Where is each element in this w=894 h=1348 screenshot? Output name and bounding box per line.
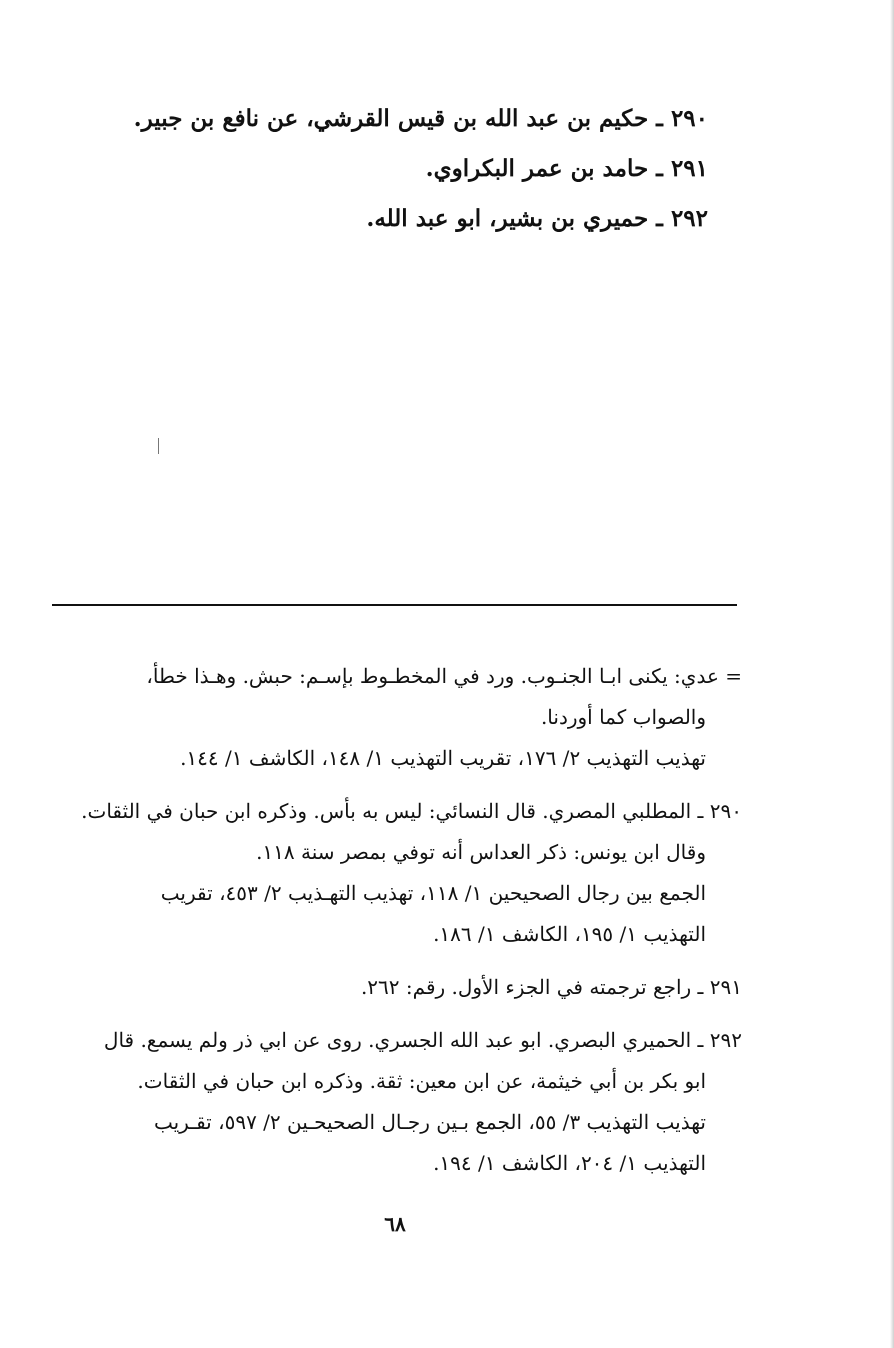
footnote-line: تهذيب التهذيب ٢/ ١٧٦، تقريب التهذيب ١/ ١٤٨، الكاشف ١/ ١٤٤. <box>180 746 706 770</box>
footnote-line: التهذيب ١/ ٢٠٤، الكاشف ١/ ١٩٤. <box>433 1151 706 1175</box>
footnote-line: والصواب كما أوردنا. <box>540 705 706 729</box>
entry-290: ٢٩٠ ـ حكيم بن عبد الله بن قيس القرشي، عن نافع بن جبير. <box>133 105 708 132</box>
stray-mark <box>158 438 159 454</box>
footnote-291 <box>52 967 742 1008</box>
page-number: ٦٨ <box>384 1212 406 1236</box>
footnote-line: ٢٩٢ ـ الحميري البصري. ابو عبد الله الجسري. روى عن ابي ذر ولم يسمع. قال <box>103 1028 742 1052</box>
footnotes <box>52 656 742 1196</box>
footnote-line: = عدي: يكنى ابـا الجنـوب. ورد في المخطـوط بإسـم: حبش. وهـذا خطأ، <box>146 664 742 688</box>
footnote-line: التهذيب ١/ ١٩٥، الكاشف ١/ ١٨٦. <box>433 922 706 946</box>
main-entries <box>133 94 708 244</box>
footnote-290 <box>52 791 742 955</box>
footnote-line: ٢٩٠ ـ المطلبي المصري. قال النسائي: ليس به بأس. وذكره ابن حبان في الثقات. <box>81 799 742 823</box>
footnote-292 <box>52 1020 742 1184</box>
page-edge-shadow <box>890 0 894 1348</box>
footnote-continued <box>52 656 742 779</box>
footnote-divider <box>52 604 737 606</box>
footnote-line: ابو بكر بن أبي خيثمة، عن ابن معين: ثقة. وذكره ابن حبان في الثقات. <box>137 1069 706 1093</box>
footnote-line: الجمع بين رجال الصحيحين ١/ ١١٨، تهذيب التهـذيب ٢/ ٤٥٣، تقريب <box>160 881 706 905</box>
entry-292: ٢٩٢ ـ حميري بن بشير، ابو عبد الله. <box>366 205 708 232</box>
footnote-line: تهذيب التهذيب ٣/ ٥٥، الجمع بـين رجـال الصحيحـين ٢/ ٥٩٧، تقـريب <box>153 1110 706 1134</box>
entry-291: ٢٩١ ـ حامد بن عمر البكراوي. <box>425 155 708 182</box>
footnote-line: ٢٩١ ـ راجع ترجمته في الجزء الأول. رقم: ٢٦٢. <box>360 975 742 999</box>
footnote-line: وقال ابن يونس: ذكر العداس أنه توفي بمصر سنة ١١٨. <box>256 840 706 864</box>
